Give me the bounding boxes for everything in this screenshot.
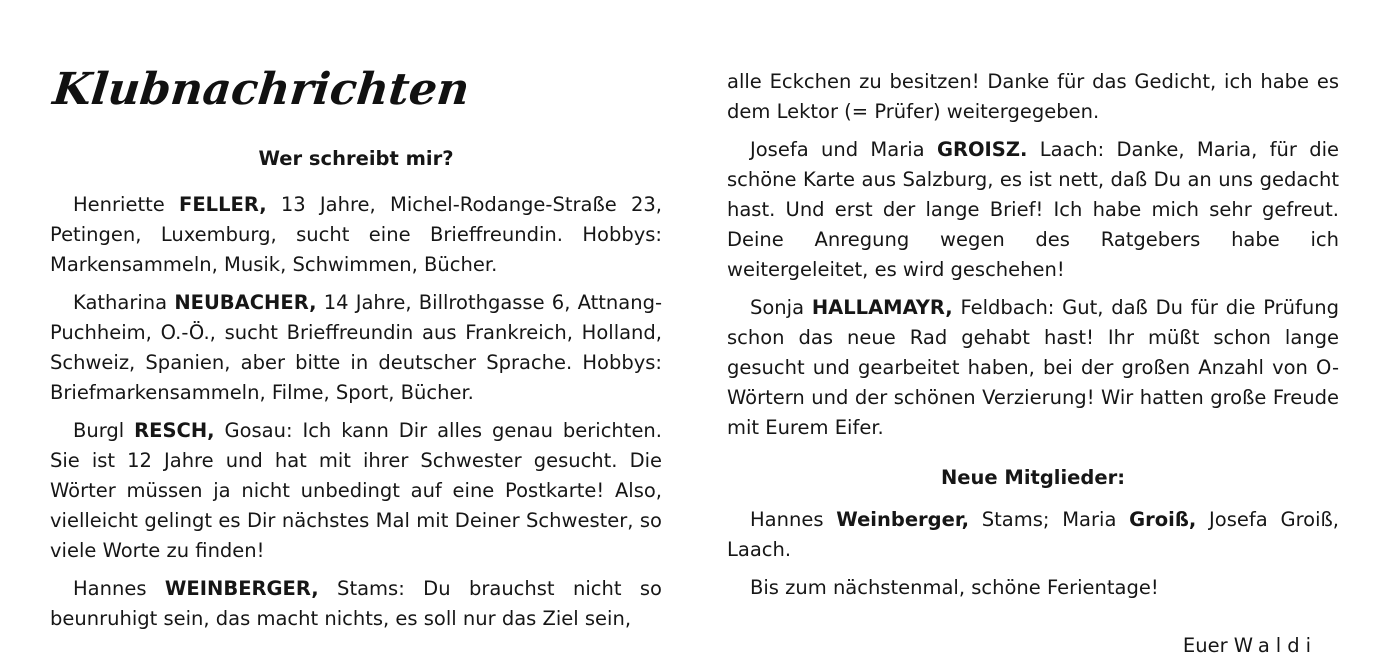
new-members-list [727, 505, 1339, 565]
entry-surname: HALLAMAYR, [811, 296, 953, 319]
signature [727, 631, 1339, 653]
entry-surname: NEUBACHER, [174, 291, 317, 314]
page-title: Klubnachrichten [50, 64, 472, 115]
closing-line: Bis zum nächstenmal, schöne Ferientage! [750, 576, 1159, 599]
member-surname: Groiß, [1129, 508, 1197, 531]
entry-first-name: Josefa und Maria [750, 138, 925, 161]
entry-surname: WEINBERGER, [164, 577, 319, 600]
entry-text: 13 Jahre, Michel-Rodange-Straße 23, Petingen, Luxemburg, sucht eine Brieffreundin. Hobbys: Markensammeln, Musik, Schwimmen, Bücher. [50, 193, 662, 276]
entry-first-name: Burgl [73, 419, 125, 442]
section-heading-neue-mitglieder: Neue Mitglieder: [940, 466, 1125, 489]
entry-weinberger [50, 574, 662, 634]
entry-text: 14 Jahre, Billrothgasse 6, Attnang-Puchheim, O.-Ö., sucht Brieffreundin aus Frankreich, Holland, Schweiz, Spanien, aber bitte in deutscher Sprache. Hobbys: Briefmarkensammeln, Filme, Sport, Bücher. [50, 291, 662, 404]
entry-hallamayr [727, 293, 1339, 443]
entry-first-name: Henriette [73, 193, 165, 216]
entry-first-name: Hannes [73, 577, 147, 600]
member-text: Josefa Groiß, Laach. [727, 508, 1339, 561]
entry-text: Stams: Du brauchst nicht so beunruhigt sein, das macht nichts, es soll nur das Ziel sein, [50, 577, 662, 630]
entry-text: Gosau: Ich kann Dir alles genau berichten. Sie ist 12 Jahre und hat mit ihrer Schwester gesucht. Die Wörter müssen ja nicht unbedingt auf eine Postkarte! Also, vielleicht gelingt es Dir nächstes Mal mit Deiner Schwester, so viele Worte zu finden! [50, 419, 662, 562]
continuation-text: alle Eckchen zu besitzen! Danke für das Gedicht, ich habe es dem Lektor (= Prüfer) weitergegeben. [727, 70, 1339, 123]
entry-surname: FELLER, [179, 193, 267, 216]
member-first-name: Hannes [750, 508, 824, 531]
entry-text: Laach: Danke, Maria, für die schöne Karte aus Salzburg, es ist nett, daß Du an uns gedacht hast. Und erst der lange Brief! Ich habe mich sehr gefreut. Deine Anregung wegen des Ratgebers habe ich weitergeleitet, es wird geschehen! [727, 138, 1339, 281]
member-surname: Weinberger, [836, 508, 970, 531]
entry-surname: GROISZ. [936, 138, 1028, 161]
left-column [50, 0, 662, 634]
section-heading-wer-schreibt-mir: Wer schreibt mir? [258, 147, 454, 170]
entry-first-name: Katharina [73, 291, 168, 314]
entry-feller [50, 190, 662, 280]
entry-text: Feldbach: Gut, daß Du für die Prüfung schon das neue Rad gehabt hast! Ihr müßt schon lange gesucht und gearbeitet haben, bei der großen Anzahl von O-Wörtern und der schönen Verzierung! Wir hatten große Freude mit Eurem Eifer. [727, 296, 1339, 439]
entry-surname: RESCH, [134, 419, 215, 442]
entry-neubacher [50, 288, 662, 408]
entry-resch [50, 416, 662, 566]
member-text: Stams; Maria [969, 508, 1117, 531]
entry-first-name: Sonja [750, 296, 805, 319]
entry-groisz [727, 135, 1339, 285]
signature-name: Waldi [1233, 633, 1317, 653]
right-column [727, 0, 1339, 653]
signature-prefix: Euer [1182, 633, 1228, 653]
